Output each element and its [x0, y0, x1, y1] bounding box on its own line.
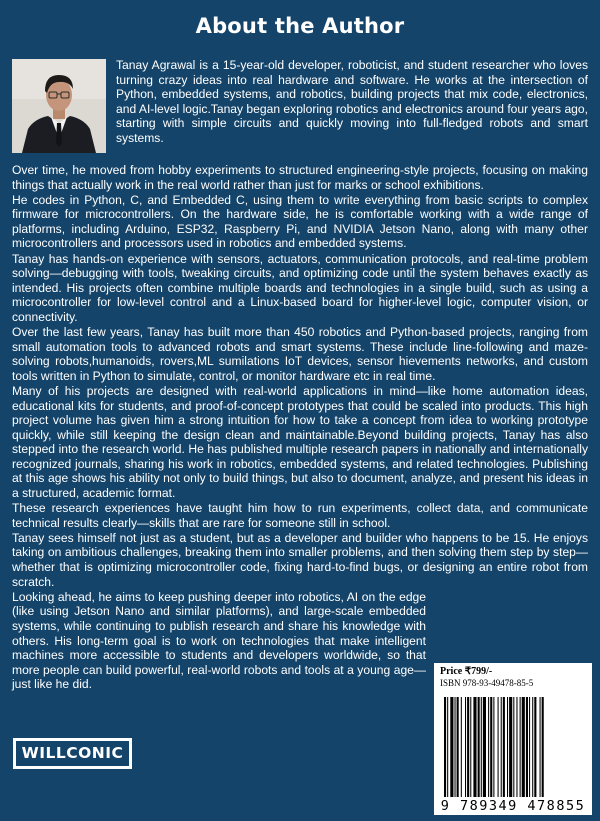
bio-paragraph: Tanay sees himself not just as a student, but as a developer and builder who happens to be 15. He enjoys taking on ambitious challenges, breaking them into smaller problems, and then solving them step by step—whether that is optimizing microcontroller code, fixing hard-to-find bugs, or designing an entire robot from scratch.	[12, 530, 588, 589]
price-label: Price ₹799/-	[440, 666, 493, 677]
page-title: About the Author	[195, 14, 405, 38]
barcode-icon	[444, 697, 584, 797]
bio-paragraph-last: Looking ahead, he aims to keep pushing deeper into robotics, AI on the edge (like using Jetson Nano and similar platforms), and large-scale embedded systems, while continuing to publish research and share his knowledge with others. His long-term goal is to work on technologies that make intelligent machines more accessible to students and developers worldwide, so that more people can build powerful, real-world robots and tools at a young age—just like he did.	[12, 589, 426, 692]
bio-paragraph: Over the last few years, Tanay has built more than 450 robotics and Python-based projects, ranging from small automation tools to advanced robots and smart systems. These include line-following and maze-solving robots,humanoids, rovers,ML sumilations IoT devices, sensor hievements networks, and custom tools written in Python to simulate, control, or monitor hardware etc in real time.	[12, 325, 588, 383]
author-intro: Tanay Agrawal is a 15-year-old developer, roboticist, and student researcher who loves turning crazy ideas into real hardware and software. He works at the intersection of Python, embedded systems, and robotics, building projects that mix code, electronics, and AI-level logic.Tanay began exploring robotics and electronics around four years ago, starting with simple circuits and quickly moving into full-fledged robots and smart systems.	[116, 58, 588, 145]
bio-paragraph: He codes in Python, C, and Embedded C, using them to write everything from basic scripts to complex firmware for microcontrollers. On the hardware side, he is comfortable working with a wide range of platforms, including Arduino, ESP32, Raspberry Pi, and NVIDIA Jetson Nano, along with many other microcontrollers and processors used in robotics and embedded systems.	[12, 192, 588, 251]
author-bio	[12, 163, 588, 692]
publisher-name: WILLCONIC	[16, 741, 129, 766]
publisher-logo	[13, 738, 132, 769]
author-photo	[12, 59, 106, 153]
bio-paragraph: Tanay has hands-on experience with sensors, actuators, communication protocols, and real-time problem solving—debugging with tools, tweaking circuits, and optimizing code until the system behaves exactly as intended. His projects often combine multiple boards and technologies in a single build, such as using a microcontroller for low-level control and a Linux-based board for higher-level logic, computer vision, or connectivity.	[12, 251, 588, 324]
bio-paragraph: These research experiences have taught him how to run experiments, collect data, and communicate technical results clearly—skills that are rare for someone still in school.	[12, 501, 588, 530]
isbn-label: ISBN 978-93-49478-85-5	[440, 678, 534, 688]
bio-paragraph: Many of his projects are designed with real-world applications in mind—like home automation ideas, educational kits for students, and proof-of-concept prototypes that could be scaled into products. This high project volume has given him a strong intuition for how to take a concept from idea to working prototype quickly, while still keeping the design clean and maintainable.Beyond building projects, Tanay has also stepped into the research world. He has published multiple research papers in nationally and internationally recognized journals, sharing his work in robotics, embedded systems, and related technologies. Publishing at this age shows his ability not only to build things, but also to document, analyze, and present his ideas in a structured, academic format.	[12, 383, 588, 501]
barcode-number: 9 789349 478855	[440, 798, 586, 814]
barcode-panel	[434, 663, 592, 815]
bio-paragraph: Over time, he moved from hobby experiments to structured engineering-style projects, focusing on making things that actually work in the real world rather than just for marks or school exhibitions.	[12, 163, 588, 192]
